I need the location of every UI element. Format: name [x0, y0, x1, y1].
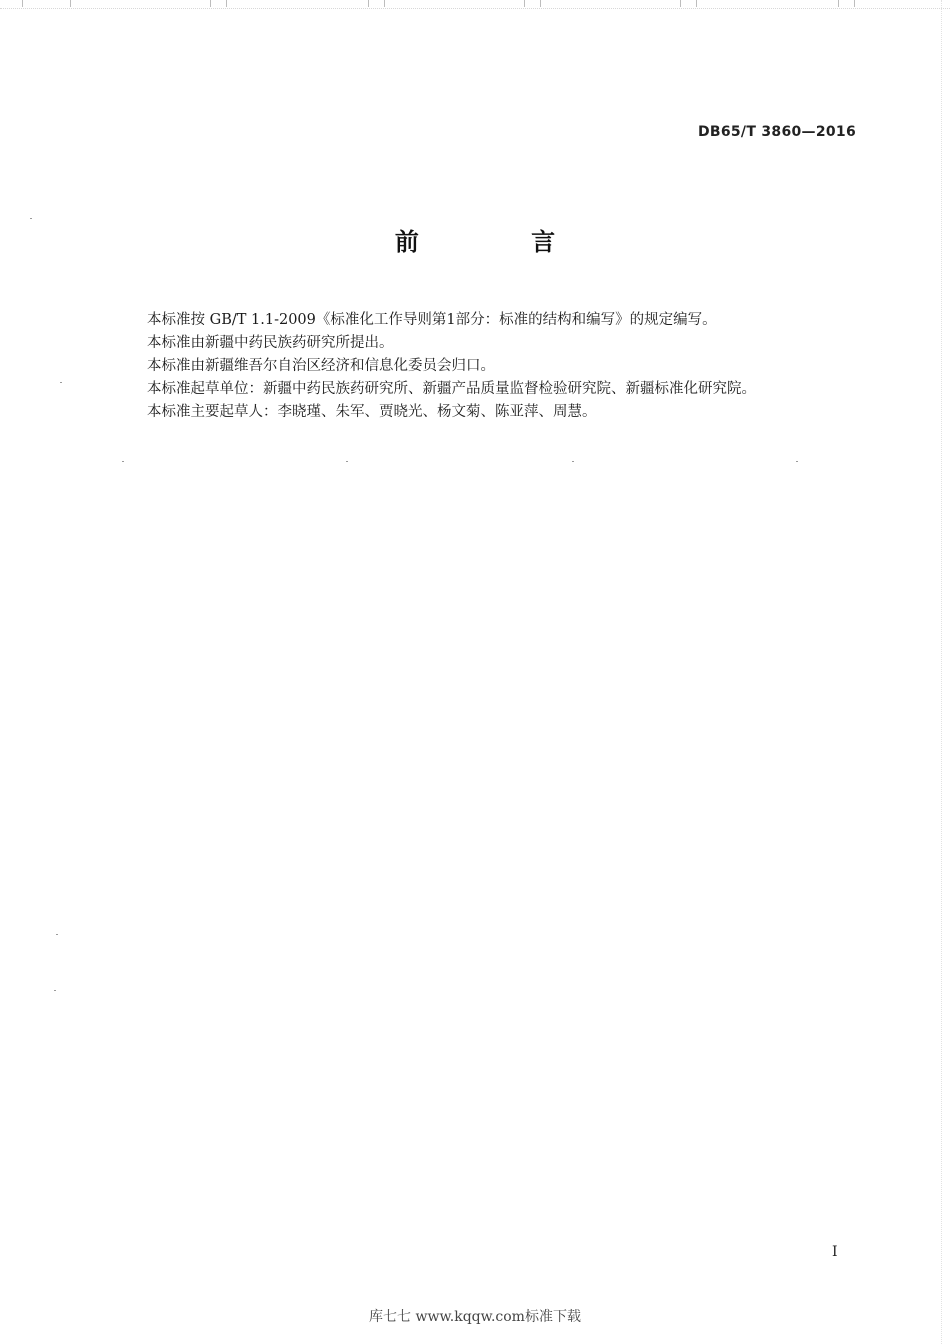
scan-right-edge: [941, 0, 948, 1344]
scan-top-edge: [0, 0, 950, 9]
page-number: I: [832, 1244, 838, 1260]
paragraph-drafting-units: 本标准起草单位：新疆中药民族药研究所、新疆产品质量监督检验研究院、新疆标准化研究院。: [147, 381, 756, 397]
standard-code: DB65/T 3860—2016: [697, 124, 856, 140]
paragraph-drafters: 本标准主要起草人：李晓瑾、朱军、贾晓光、杨文菊、陈亚萍、周慧。: [147, 404, 597, 420]
footer-watermark[interactable]: 库七七 www.kqqw.com标准下载: [369, 1309, 581, 1325]
foreword-body: [147, 309, 867, 424]
page-title: 前 言: [394, 228, 608, 256]
paragraph-drafting-rules: 本标准按 GB/T 1.1-2009《标准化工作导则第1部分：标准的结构和编写》的规定编写。: [147, 312, 717, 328]
paragraph-proposer: 本标准由新疆中药民族药研究所提出。: [147, 335, 394, 351]
paragraph-administration: 本标准由新疆维吾尔自治区经济和信息化委员会归口。: [147, 358, 495, 374]
